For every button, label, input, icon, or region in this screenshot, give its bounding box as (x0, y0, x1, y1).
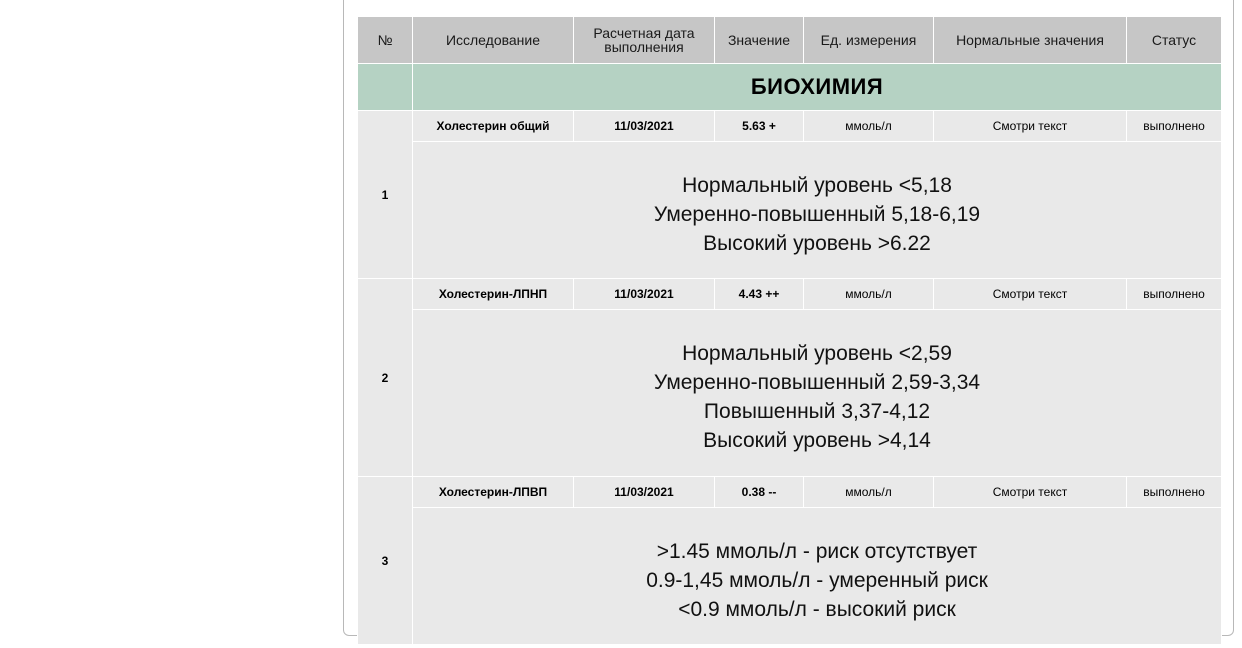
header-study: Исследование (413, 17, 574, 64)
note-line: Умеренно-повышенный 5,18-6,19 (653, 202, 981, 226)
row-num: 2 (358, 279, 413, 477)
table-row (358, 477, 1222, 508)
study-date: 11/03/2021 (574, 477, 715, 508)
study-normal: Смотри текст (934, 279, 1127, 310)
study-unit: ммоль/л (804, 279, 934, 310)
study-name: Холестерин-ЛПВП (413, 477, 574, 508)
note-row (358, 142, 1222, 279)
note-line: Умеренно-повышенный 2,59-3,34 (653, 371, 981, 394)
study-status: выполнено (1127, 477, 1222, 508)
study-name: Холестерин-ЛПНП (413, 279, 574, 310)
note-line: Высокий уровень >6.22 (703, 231, 931, 255)
row-num: 1 (358, 111, 413, 279)
note-line: Повышенный 3,37-4,12 (703, 400, 931, 423)
note-line: >1.45 ммоль/л - риск отсутствует (656, 539, 978, 563)
header-date-line1: Расчетная дата (593, 25, 695, 41)
table-header-row (358, 17, 1222, 64)
reference-note (413, 508, 1222, 645)
study-name: Холестерин общий (413, 111, 574, 142)
reference-note (413, 142, 1222, 279)
study-normal: Смотри текст (934, 477, 1127, 508)
reference-note (413, 310, 1222, 477)
header-status: Статус (1127, 17, 1222, 64)
study-normal: Смотри текст (934, 111, 1127, 142)
study-value: 4.43 ++ (715, 279, 804, 310)
note-row (358, 310, 1222, 477)
study-value: 5.63 + (715, 111, 804, 142)
results-table (357, 16, 1222, 645)
study-date: 11/03/2021 (574, 279, 715, 310)
study-status: выполнено (1127, 111, 1222, 142)
study-unit: ммоль/л (804, 111, 934, 142)
header-num: № (358, 17, 413, 64)
note-line: <0.9 ммоль/л - высокий риск (678, 597, 956, 621)
section-row (358, 64, 1222, 111)
header-date (574, 17, 715, 64)
header-normal: Нормальные значения (934, 17, 1127, 64)
note-line: Нормальный уровень <2,59 (682, 342, 952, 365)
header-date-line2: выполнения (604, 39, 684, 55)
header-unit: Ед. измерения (804, 17, 934, 64)
note-line: Нормальный уровень <5,18 (682, 173, 952, 197)
study-status: выполнено (1127, 279, 1222, 310)
table-row (358, 111, 1222, 142)
table-row (358, 279, 1222, 310)
note-line: 0.9-1,45 ммоль/л - умеренный риск (646, 568, 988, 592)
study-value: 0.38 -- (715, 477, 804, 508)
section-title: БИОХИМИЯ (413, 64, 1222, 111)
note-row (358, 508, 1222, 645)
section-num-cell (358, 64, 413, 111)
note-line: Высокий уровень >4,14 (703, 429, 931, 452)
row-num: 3 (358, 477, 413, 645)
study-unit: ммоль/л (804, 477, 934, 508)
study-date: 11/03/2021 (574, 111, 715, 142)
header-value: Значение (715, 17, 804, 64)
